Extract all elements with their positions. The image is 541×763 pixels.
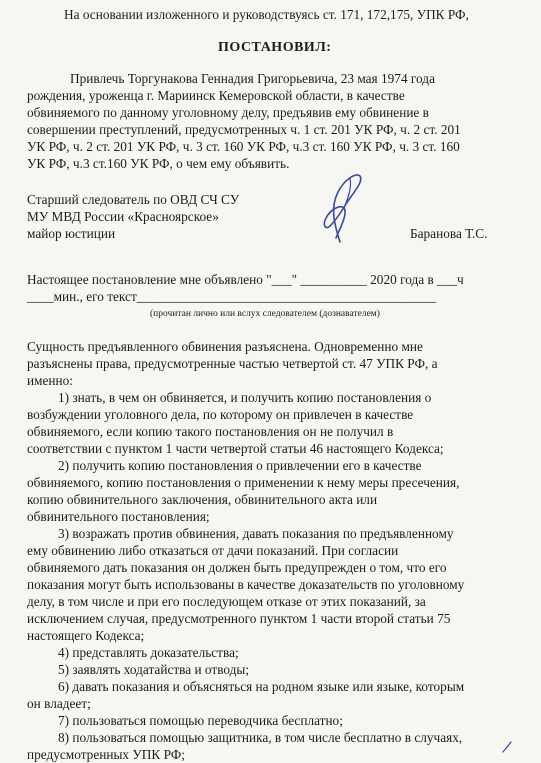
rights-line: обвинительного постановления; xyxy=(27,509,210,524)
rights-line: 2) получить копию постановления о привлечении его в качестве xyxy=(58,458,422,473)
corner-mark-icon xyxy=(500,740,514,754)
rights-line: обвиняемого, если копию такого постановления он не получил в xyxy=(27,424,394,439)
rights-line: копию обвинительного заключения, обвинительного акта или xyxy=(27,492,378,507)
decision-line-3: обвиняемого по данному уголовному делу, предъявив ему обвинение в xyxy=(27,105,429,120)
investigator-department: МУ МВД России «Красноярское» xyxy=(27,209,219,224)
investigator-position: Старший следователь по ОВД СЧ СУ xyxy=(27,192,240,207)
rights-line: настоящего Кодекса; xyxy=(27,628,145,643)
rights-line: 8) пользоваться помощью защитника, в том числе бесплатно в случаях, xyxy=(58,730,463,745)
announce-line-2: ____мин., его текст_____________________________________________ xyxy=(27,289,436,304)
rights-line: соответствии с пунктом 1 части четвертой статьи 46 настоящего Кодекса; xyxy=(27,441,444,456)
investigator-rank: майор юстиции xyxy=(27,226,116,241)
document-title: ПОСТАНОВИЛ: xyxy=(218,40,332,55)
decision-line-6: УК РФ, ч.3 ст.160 УК РФ, о чем ему объявить. xyxy=(27,156,290,171)
rights-line: возбуждении уголовного дела, по которому он привлечен в качестве xyxy=(27,407,414,422)
signature-icon xyxy=(300,168,372,246)
rights-line: Сущность предъявленного обвинения разъяснена. Одновременно мне xyxy=(27,339,423,354)
rights-line: исключением случая, предусмотренного пунктом 1 части второй статьи 75 xyxy=(27,611,451,626)
announce-note: (прочитан лично или вслух следователем (дознавателем) xyxy=(150,309,380,319)
rights-line: 5) заявлять ходатайства и отводы; xyxy=(58,662,250,677)
rights-line: именно: xyxy=(27,373,74,388)
rights-line: ему обвинению либо отказаться от дачи показаний. При согласии xyxy=(27,543,399,558)
rights-line: обвиняемого дать показания он должен быть предупрежден о том, что его xyxy=(27,560,447,575)
rights-line: 4) представлять доказательства; xyxy=(58,645,239,660)
rights-line: он владеет; xyxy=(27,696,91,711)
rights-line: делу, в том числе и при его последующем отказе от этих показаний, за xyxy=(27,594,426,609)
header-line: На основании изложенного и руководствуясь ст. 171, 172,175, УПК РФ, xyxy=(64,7,469,22)
decision-line-4: совершении преступлений, предусмотренных ч. 1 ст. 201 УК РФ, ч. 2 ст. 201 xyxy=(27,122,461,137)
decision-line-2: рождения, уроженца г. Мариинск Кемеровской области, в качестве xyxy=(27,88,405,103)
rights-line: разъяснены права, предусмотренные частью четвертой ст. 47 УПК РФ, а xyxy=(27,356,438,371)
rights-line: обвиняемого, копию постановления о применении к нему меры пресечения, xyxy=(27,475,460,490)
rights-line: 1) знать, в чем он обвиняется, и получить копию постановления о xyxy=(58,390,432,405)
rights-line: 6) давать показания и объясняться на родном языке или языке, которым xyxy=(58,679,465,694)
investigator-name: Баранова Т.С. xyxy=(410,226,488,241)
rights-line: предусмотренных УПК РФ; xyxy=(27,747,185,762)
rights-line: 3) возражать против обвинения, давать показания по предъявленному xyxy=(58,526,454,541)
rights-line: показания могут быть использованы в качестве доказательств по уголовному xyxy=(27,577,465,592)
rights-line: 7) пользоваться помощью переводчика бесплатно; xyxy=(58,713,343,728)
decision-line-5: УК РФ, ч. 2 ст. 201 УК РФ, ч. 3 ст. 160 УК РФ, ч.3 ст. 160 УК РФ, ч. 3 ст. 160 xyxy=(27,139,460,154)
decision-line-1: Привлечь Торгунакова Геннадия Григорьевича, 23 мая 1974 года xyxy=(70,71,435,86)
announce-line-1: Настоящее постановление мне объявлено "___" __________ 2020 года в ___ч xyxy=(27,272,464,287)
